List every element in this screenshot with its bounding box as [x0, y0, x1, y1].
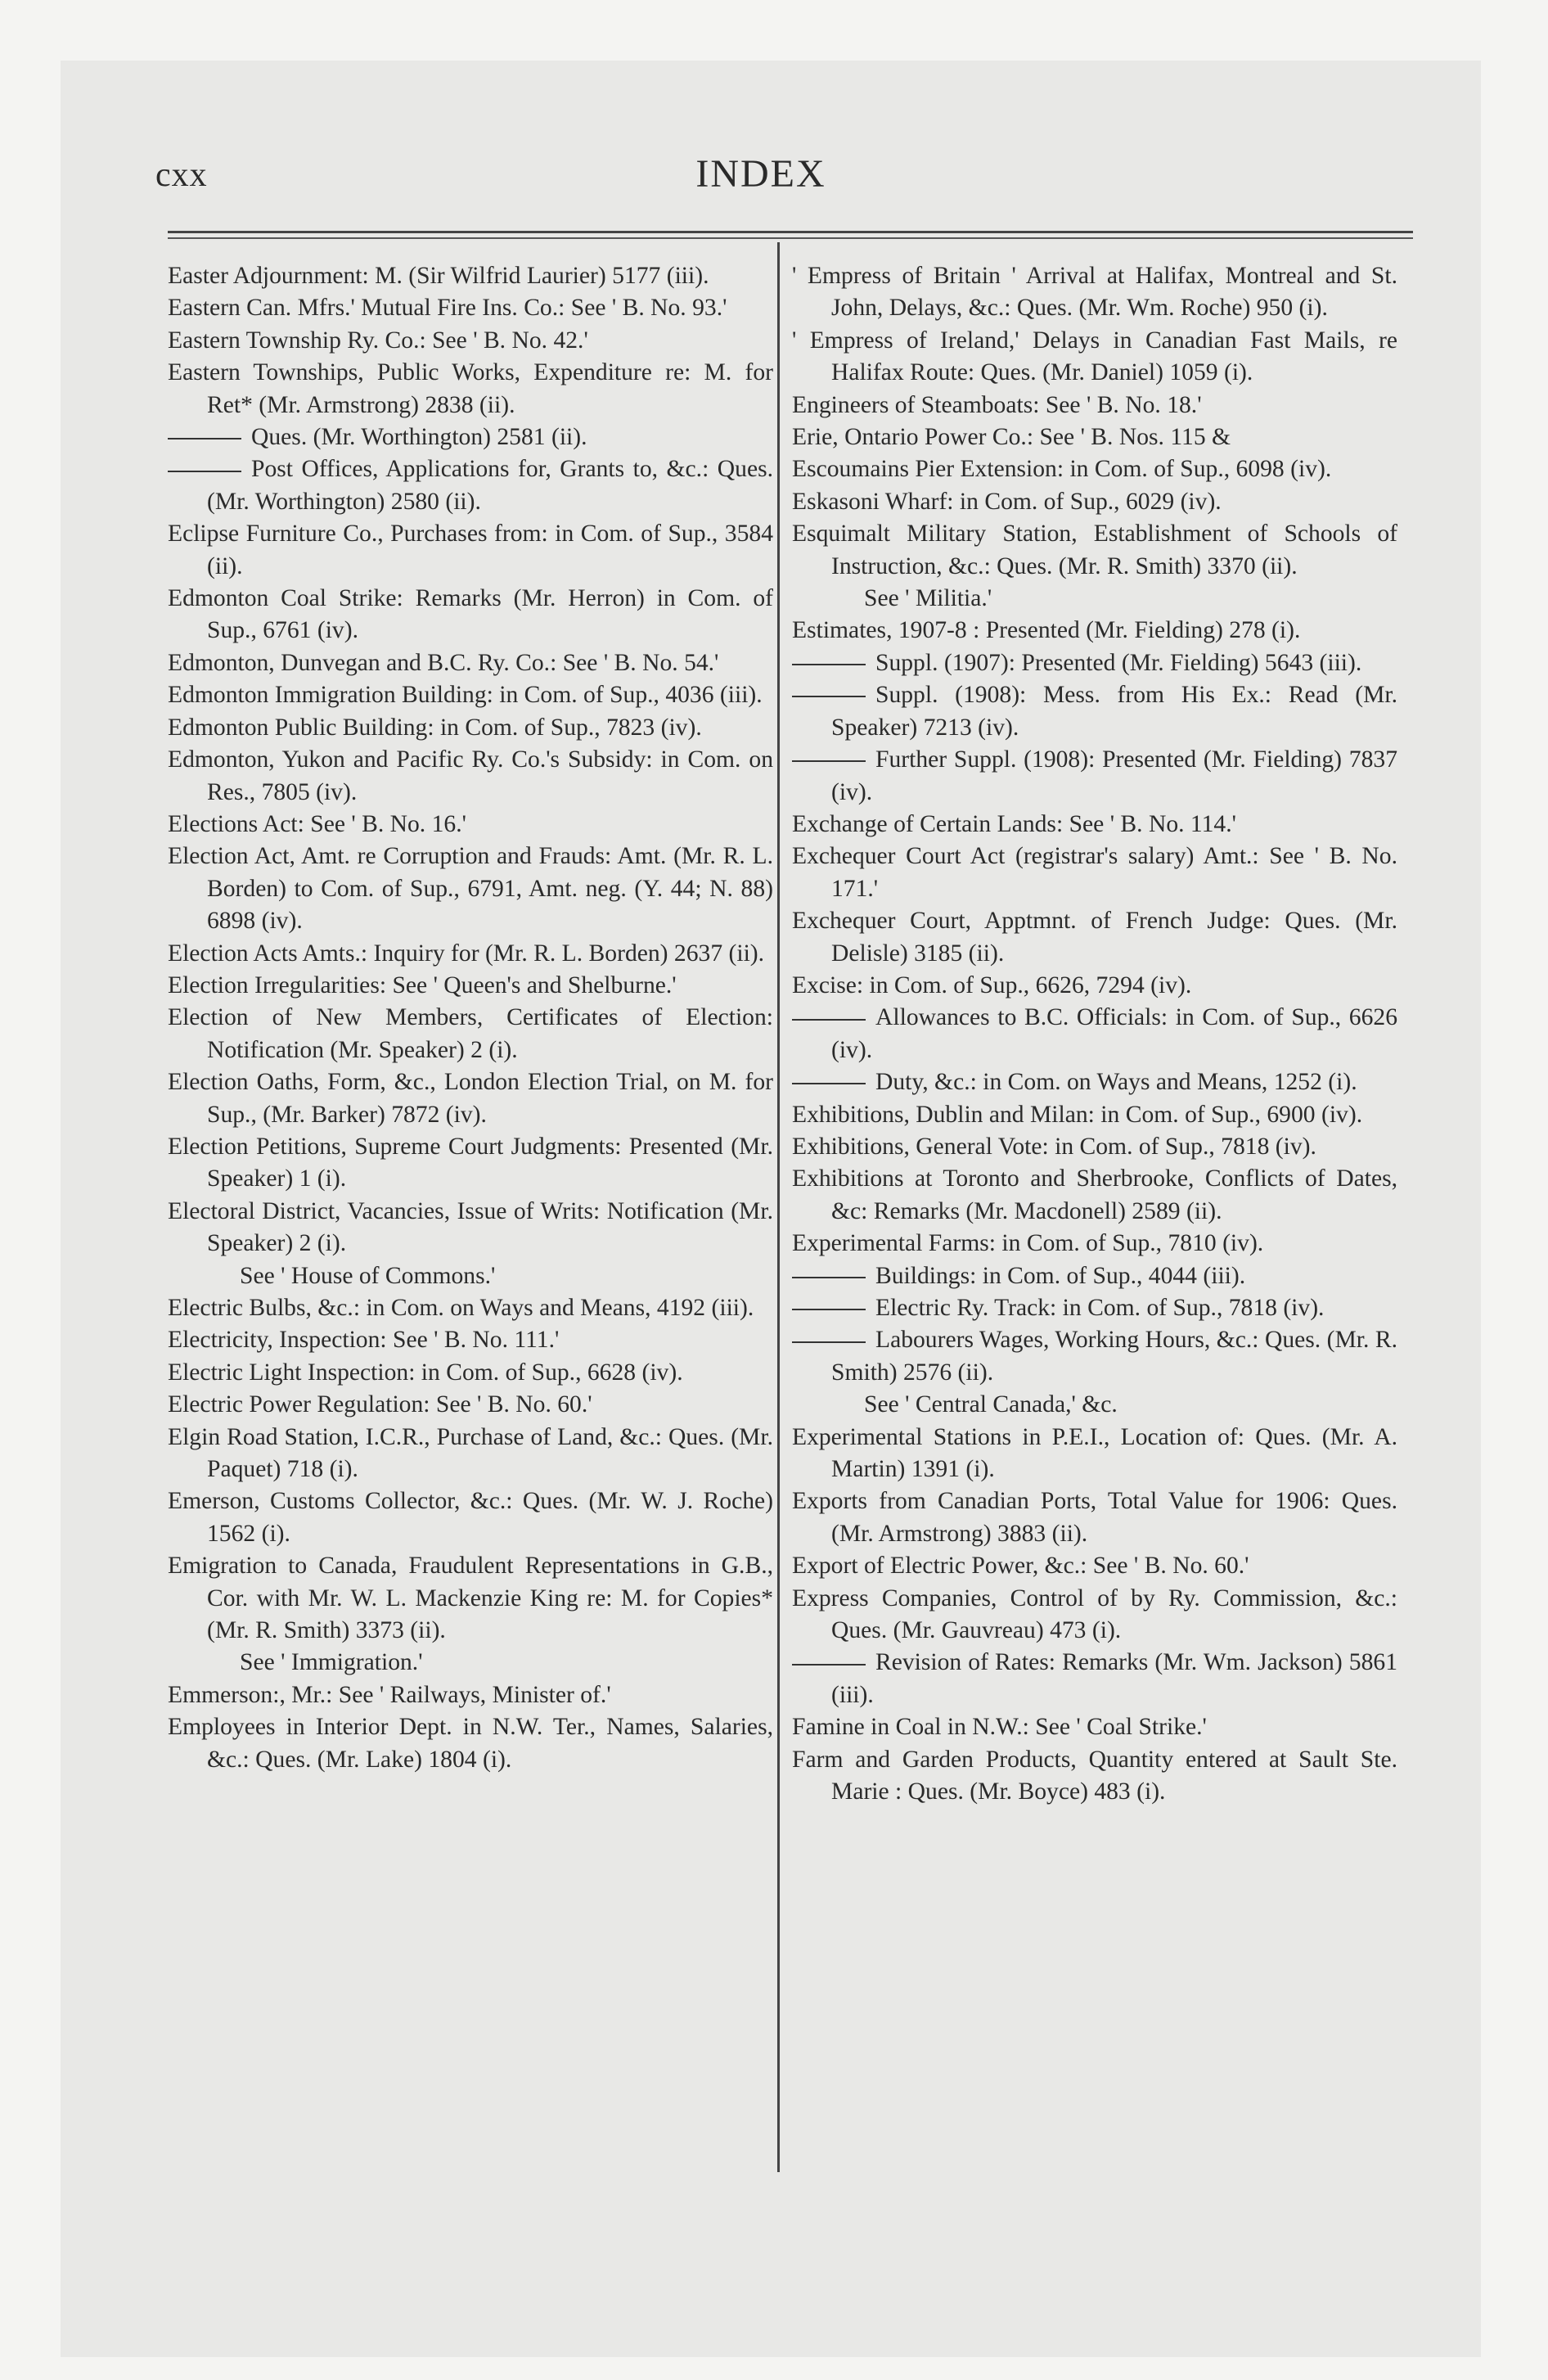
ditto-dash [792, 1083, 866, 1084]
index-entry [792, 970, 1397, 1002]
cross-reference [792, 1389, 1397, 1421]
ditto-dash [792, 1277, 866, 1278]
entry-text: Election Irregularities: See ' Queen's and Shelburne.' [168, 971, 677, 998]
index-entry [168, 970, 773, 1002]
entry-text: Buildings: in Com. of Sup., 4044 (iii). [875, 1262, 1246, 1289]
entry-text: Exhibitions at Toronto and Sherbrooke, Conflicts of Dates, &c: Remarks (Mr. Macdonell) 2589 (ii). [792, 1165, 1397, 1224]
index-entry [792, 1485, 1397, 1550]
sub-entry [792, 1324, 1397, 1389]
entry-text: Express Companies, Control of by Ry. Commission, &c.: Ques. (Mr. Gauvreau) 473 (i). [792, 1584, 1397, 1644]
index-entry [792, 260, 1397, 325]
entry-text: Allowances to B.C. Officials: in Com. of Sup., 6626 (iv). [831, 1004, 1397, 1063]
entry-text: Emmerson:, Mr.: See ' Railways, Minister of.' [168, 1681, 611, 1708]
sub-entry [792, 679, 1397, 744]
entry-text: Post Offices, Applications for, Grants to, &c.: Ques. (Mr. Worthington) 2580 (ii). [207, 456, 773, 515]
entry-text: Edmonton Immigration Building: in Com. of Sup., 4036 (iii). [168, 682, 763, 709]
entry-text: Erie, Ontario Power Co.: See ' B. Nos. 115 & [792, 424, 1231, 451]
entry-text: Experimental Farms: in Com. of Sup., 7810 (iv). [792, 1230, 1264, 1257]
index-entry [792, 615, 1397, 647]
entry-text: Electric Bulbs, &c.: in Com. on Ways and Means, 4192 (iii). [168, 1295, 754, 1321]
index-entry [792, 1422, 1397, 1486]
entry-text: Eskasoni Wharf: in Com. of Sup., 6029 (iv). [792, 488, 1222, 515]
entry-text: Election Acts Amts.: Inquiry for (Mr. R. L. Borden) 2637 (ii). [168, 940, 765, 967]
index-entry [168, 841, 773, 937]
page-title: INDEX [695, 152, 826, 196]
index-entry [168, 357, 773, 421]
entry-text: Edmonton Public Building: in Com. of Sup., 7823 (iv). [168, 714, 702, 741]
index-entry [168, 325, 773, 357]
entry-text: Easter Adjournment: M. (Sir Wilfrid Laurier) 5177 (iii). [168, 263, 709, 289]
index-entry [792, 1550, 1397, 1582]
index-entry [168, 1679, 773, 1711]
ditto-dash [168, 471, 241, 472]
sub-entry [792, 1066, 1397, 1098]
index-entry [792, 1228, 1397, 1260]
entry-text: Exhibitions, General Vote: in Com. of Sup., 7818 (iv). [792, 1133, 1316, 1160]
index-entry [168, 260, 773, 292]
entry-text: Edmonton, Yukon and Pacific Ry. Co.'s Subsidy: in Com. on Res., 7805 (iv). [168, 746, 773, 805]
entry-text: Emerson, Customs Collector, &c.: Ques. (Mr. W. J. Roche) 1562 (i). [168, 1488, 773, 1547]
index-entry [792, 486, 1397, 518]
index-entry [168, 1389, 773, 1421]
index-entry [168, 1066, 773, 1131]
entry-text: Ques. (Mr. Worthington) 2581 (ii). [251, 424, 587, 451]
entry-text: Exchequer Court, Apptmnt. of French Judge: Ques. (Mr. Delisle) 3185 (ii). [792, 908, 1397, 967]
index-entry [792, 453, 1397, 485]
index-entry [792, 1099, 1397, 1131]
index-entry [792, 1711, 1397, 1743]
entry-text: Eastern Townships, Public Works, Expenditure re: M. for Ret* (Mr. Armstrong) 2838 (ii). [168, 359, 773, 418]
entry-text: Elections Act: See ' B. No. 16.' [168, 810, 466, 837]
index-entry [792, 1163, 1397, 1228]
entry-text: See ' Immigration.' [240, 1649, 423, 1676]
entry-text: Escoumains Pier Extension: in Com. of Sup., 6098 (iv). [792, 456, 1332, 483]
entry-text: See ' Central Canada,' &c. [864, 1391, 1118, 1418]
right-column [792, 260, 1397, 1809]
page-header [106, 151, 1415, 201]
ditto-dash [792, 1341, 866, 1343]
sub-entry [792, 1647, 1397, 1711]
entry-text: Electric Ry. Track: in Com. of Sup., 7818 (iv). [875, 1295, 1325, 1321]
entry-text: Suppl. (1908): Mess. from His Ex.: Read (Mr. Speaker) 7213 (iv). [831, 682, 1397, 741]
entry-text: Exchange of Certain Lands: See ' B. No. 114.' [792, 810, 1236, 837]
entry-text: Exports from Canadian Ports, Total Value for 1906: Ques. (Mr. Armstrong) 3883 (ii). [792, 1488, 1397, 1547]
entry-text: Edmonton, Dunvegan and B.C. Ry. Co.: See ' B. No. 54.' [168, 649, 719, 676]
index-entry [792, 518, 1397, 583]
sub-entry [168, 421, 773, 453]
index-entry [792, 1583, 1397, 1648]
entry-text: Emigration to Canada, Fraudulent Representations in G.B., Cor. with Mr. W. L. Mackenzie King re: M. for Copies* (Mr. R. Smith) 3373 (ii). [168, 1553, 773, 1644]
ditto-dash [792, 664, 866, 665]
entry-text: Export of Electric Power, &c.: See ' B. No. 60.' [792, 1553, 1249, 1580]
entry-text: Election Petitions, Supreme Court Judgments: Presented (Mr. Speaker) 1 (i). [168, 1133, 773, 1192]
index-entry [168, 647, 773, 679]
index-entry [168, 1485, 773, 1550]
ditto-dash [792, 1664, 866, 1666]
sub-entry [792, 1260, 1397, 1292]
ditto-dash [792, 696, 866, 697]
index-entry [168, 583, 773, 647]
entry-text: Engineers of Steamboats: See ' B. No. 18.' [792, 391, 1202, 418]
index-entry [168, 1357, 773, 1389]
sub-entry [792, 647, 1397, 679]
header-rule [168, 231, 1413, 233]
index-entry [168, 679, 773, 711]
entry-text: Electric Power Regulation: See ' B. No. 60.' [168, 1391, 592, 1418]
entry-text: Eclipse Furniture Co., Purchases from: in Com. of Sup., 3584 (ii). [168, 521, 773, 579]
entry-text: Eastern Can. Mfrs.' Mutual Fire Ins. Co.: See ' B. No. 93.' [168, 295, 727, 322]
index-entry [168, 1002, 773, 1066]
entry-text: ' Empress of Britain ' Arrival at Halifax, Montreal and St. John, Delays, &c.: Ques. (Mr. Wm. Roche) 950 (i). [792, 263, 1397, 322]
entry-text: Excise: in Com. of Sup., 6626, 7294 (iv). [792, 971, 1192, 998]
index-entry [168, 744, 773, 809]
entry-text: Further Suppl. (1908): Presented (Mr. Fielding) 7837 (iv). [831, 746, 1397, 805]
entry-text: Election Oaths, Form, &c., London Election Trial, on M. for Sup., (Mr. Barker) 7872 (iv). [168, 1069, 773, 1128]
entry-text: Esquimalt Military Station, Establishment of Schools of Instruction, &c.: Ques. (Mr. R. Smith) 3370 (ii). [792, 521, 1397, 579]
entry-text: ' Empress of Ireland,' Delays in Canadian Fast Mails, re Halifax Route: Ques. (Mr. Daniel) 1059 (i). [792, 327, 1397, 386]
entry-text: Elgin Road Station, I.C.R., Purchase of Land, &c.: Ques. (Mr. Paquet) 718 (i). [168, 1423, 773, 1483]
index-entry [792, 905, 1397, 970]
ditto-dash [792, 760, 866, 762]
entry-text: Employees in Interior Dept. in N.W. Ter., Names, Salaries, &c.: Ques. (Mr. Lake) 1804 (i). [168, 1714, 773, 1773]
entry-text: Election Act, Amt. re Corruption and Frauds: Amt. (Mr. R. L. Borden) to Com. of Sup., 6791, Amt. neg. (Y. 44; N. 88) 6898 (iv). [168, 843, 773, 935]
sub-entry [792, 744, 1397, 809]
index-entry [792, 841, 1397, 905]
index-entry [792, 1744, 1397, 1809]
ditto-dash [792, 1309, 866, 1310]
sub-entry [168, 453, 773, 518]
index-entry [168, 1550, 773, 1647]
sub-entry [792, 1002, 1397, 1066]
entry-text: Election of New Members, Certificates of Election: Notification (Mr. Speaker) 2 (i). [168, 1004, 773, 1063]
entry-text: Electricity, Inspection: See ' B. No. 111.' [168, 1327, 560, 1354]
cross-reference [168, 1260, 773, 1292]
ditto-dash [792, 1019, 866, 1021]
index-entry [168, 292, 773, 324]
index-entry [168, 1292, 773, 1324]
index-entry [792, 325, 1397, 390]
entry-text: Electoral District, Vacancies, Issue of Writs: Notification (Mr. Speaker) 2 (i). [168, 1197, 773, 1257]
index-entry [168, 809, 773, 841]
index-entry [168, 1711, 773, 1776]
entry-text: Electric Light Inspection: in Com. of Sup., 6628 (iv). [168, 1359, 683, 1386]
entry-text: See ' Militia.' [864, 585, 992, 612]
entry-text: Labourers Wages, Working Hours, &c.: Ques. (Mr. R. Smith) 2576 (ii). [831, 1327, 1397, 1386]
index-entry [168, 938, 773, 970]
index-entry [168, 1422, 773, 1486]
entry-text: Duty, &c.: in Com. on Ways and Means, 1252 (i). [875, 1069, 1357, 1096]
ditto-dash [168, 438, 241, 439]
entry-text: Famine in Coal in N.W.: See ' Coal Strike.' [792, 1714, 1207, 1741]
left-column [168, 260, 773, 1776]
entry-text: Estimates, 1907-8 : Presented (Mr. Fielding) 278 (i). [792, 617, 1301, 644]
page-number: cxx [155, 156, 208, 194]
index-entry [792, 809, 1397, 841]
column-divider [777, 242, 780, 2172]
entry-text: Revision of Rates: Remarks (Mr. Wm. Jackson) 5861 (iii). [831, 1649, 1397, 1708]
entry-text: Eastern Township Ry. Co.: See ' B. No. 42.' [168, 327, 588, 354]
entry-text: See ' House of Commons.' [240, 1262, 496, 1289]
entry-text: Exhibitions, Dublin and Milan: in Com. of Sup., 6900 (iv). [792, 1101, 1363, 1128]
entry-text: Farm and Garden Products, Quantity entered at Sault Ste. Marie : Ques. (Mr. Boyce) 483 (i). [792, 1746, 1397, 1805]
entry-text: Edmonton Coal Strike: Remarks (Mr. Herron) in Com. of Sup., 6761 (iv). [168, 585, 773, 644]
index-entry [792, 1131, 1397, 1163]
sub-entry [792, 1292, 1397, 1324]
cross-reference [168, 1647, 773, 1679]
index-entry [792, 421, 1397, 453]
entry-text: Suppl. (1907): Presented (Mr. Fielding) 5643 (iii). [875, 649, 1362, 676]
index-entry [168, 1324, 773, 1356]
index-entry [168, 518, 773, 583]
index-entry [168, 1196, 773, 1260]
index-entry [792, 390, 1397, 421]
cross-reference [792, 583, 1397, 615]
index-entry [168, 712, 773, 744]
entry-text: Exchequer Court Act (registrar's salary) Amt.: See ' B. No. 171.' [792, 843, 1397, 902]
index-entry [168, 1131, 773, 1196]
entry-text: Experimental Stations in P.E.I., Location of: Ques. (Mr. A. Martin) 1391 (i). [792, 1423, 1397, 1483]
header-rule-second [168, 237, 1413, 239]
